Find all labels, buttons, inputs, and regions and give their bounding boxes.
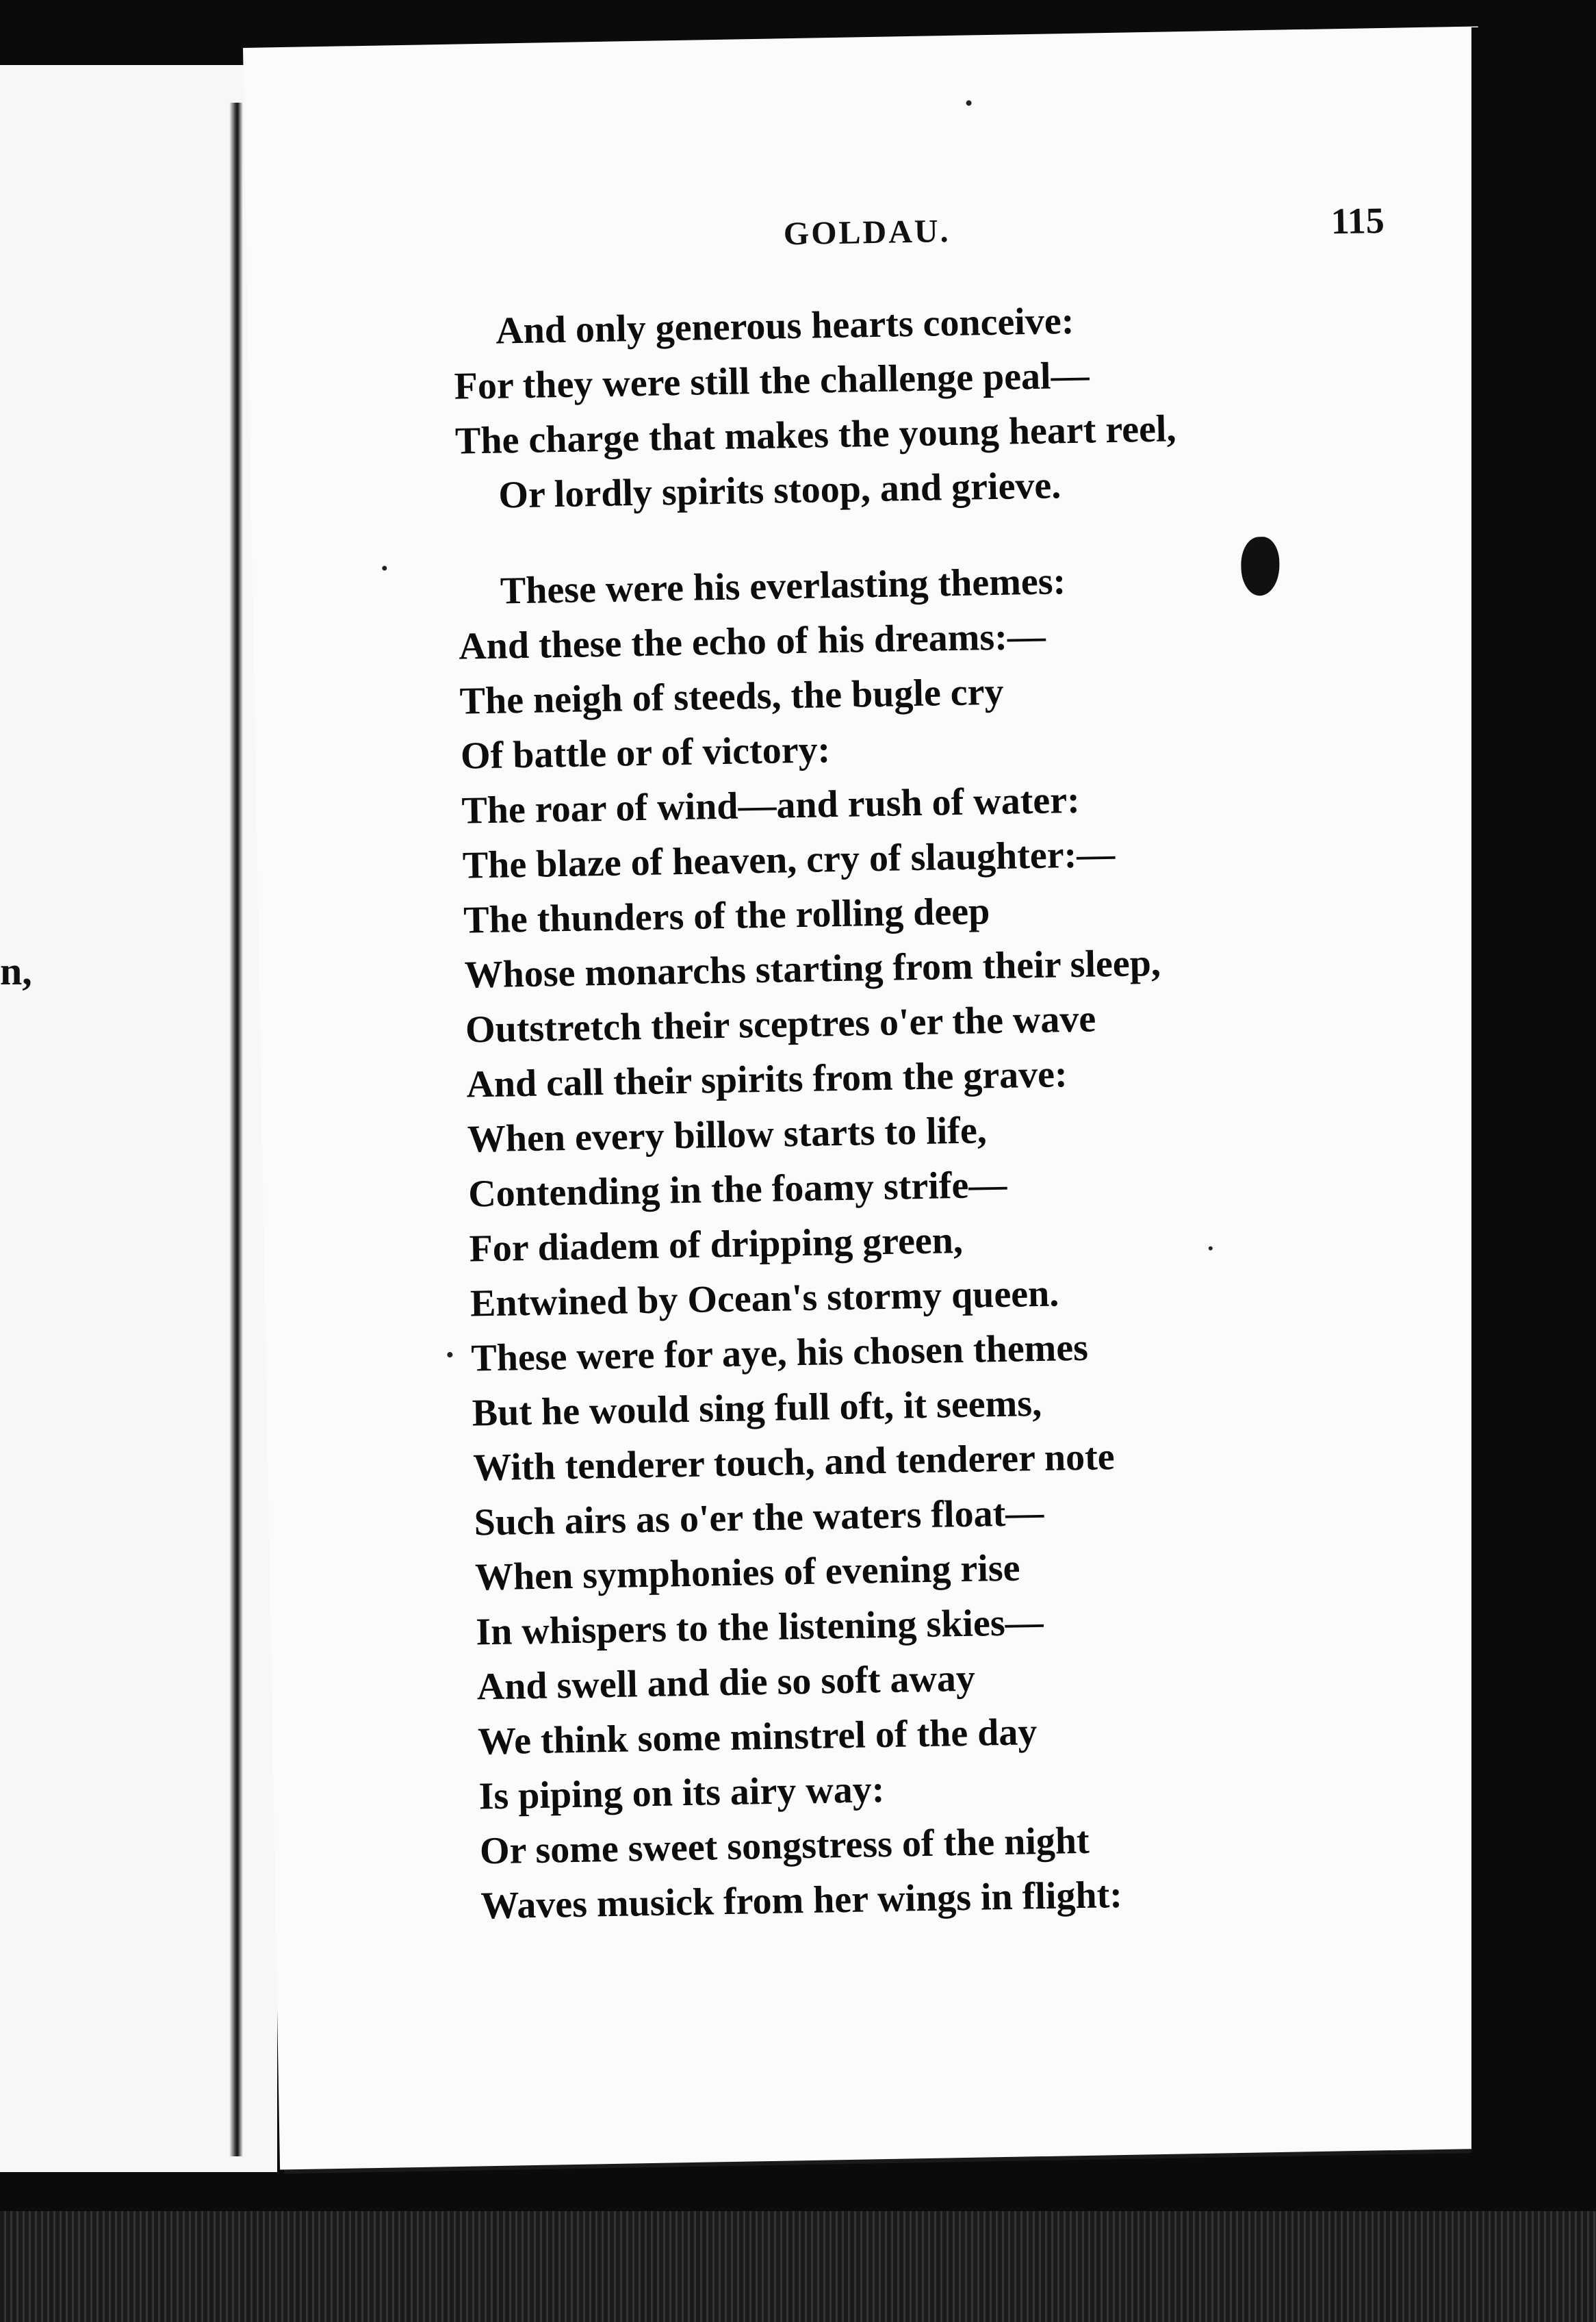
scan-border <box>0 2211 1596 2322</box>
paper-speck <box>966 100 971 105</box>
verse-line: When symphonies of evening rise <box>474 1546 1020 1599</box>
verse-line: These were for aye, his chosen themes <box>470 1326 1089 1380</box>
verse-line: And call their spirits from the grave: <box>465 1053 1068 1106</box>
verse-line: Whose monarchs starting from their sleep, <box>464 941 1161 997</box>
verse-line: With tenderer touch, and tenderer note <box>472 1436 1116 1490</box>
verse-line: And these the echo of his dreams:— <box>458 615 1046 668</box>
page-number: 115 <box>1330 199 1385 242</box>
stanza <box>453 288 1415 523</box>
verse-line: The blaze of heaven, cry of slaughter:— <box>462 832 1116 887</box>
verse-line: The neigh of steeds, the bugle cry <box>459 670 1004 723</box>
verse-line: Contending in the foamy strife— <box>467 1163 1007 1216</box>
poem-body <box>453 288 1439 1933</box>
verse-line: For diadem of dripping green, <box>469 1219 964 1271</box>
verse-line: And only generous hearts conceive: <box>495 299 1074 353</box>
verse-line: The charge that makes the young heart reel, <box>454 407 1176 463</box>
paper-speck <box>382 565 387 570</box>
paper-speck <box>1209 1247 1213 1251</box>
verse-line: Of battle or of victory: <box>460 728 831 778</box>
verse-line: We think some minstrel of the day <box>477 1711 1038 1763</box>
page <box>243 26 1515 2169</box>
page-header <box>246 175 1482 272</box>
verse-line: Waves musick from her wings in flight: <box>480 1873 1123 1928</box>
scan-border <box>1471 27 1596 2322</box>
verse-line: Or lordly spirits stoop, and grieve. <box>498 464 1061 517</box>
verse-line: Such airs as o'er the waters float— <box>474 1491 1044 1544</box>
stanza <box>457 548 1439 1933</box>
verse-line: These were his everlasting themes: <box>500 560 1066 613</box>
running-head: GOLDAU. <box>783 213 951 253</box>
verse-line: When every billow starts to life, <box>467 1109 988 1161</box>
verse-line: Entwined by Ocean's stormy queen. <box>469 1272 1059 1325</box>
verse-line: In whispers to the listening skies— <box>475 1600 1044 1654</box>
facing-page-text-fragment: n, <box>0 949 32 993</box>
verse-line: Or some sweet songstress of the night <box>479 1819 1090 1873</box>
verse-line: The roar of wind—and rush of water: <box>461 778 1081 832</box>
verse-line: But he would sing full oft, it seems, <box>472 1381 1042 1435</box>
book-gutter <box>229 103 243 2156</box>
verse-line: Outstretch their sceptres o'er the wave <box>465 997 1096 1051</box>
verse-line: The thunders of the rolling deep <box>463 890 990 942</box>
verse-line: For they were still the challenge peal— <box>454 354 1090 408</box>
paper-speck <box>447 1352 452 1357</box>
verse-line: Is piping on its airy way: <box>478 1768 885 1818</box>
verse-line: And swell and die so soft away <box>476 1657 976 1709</box>
